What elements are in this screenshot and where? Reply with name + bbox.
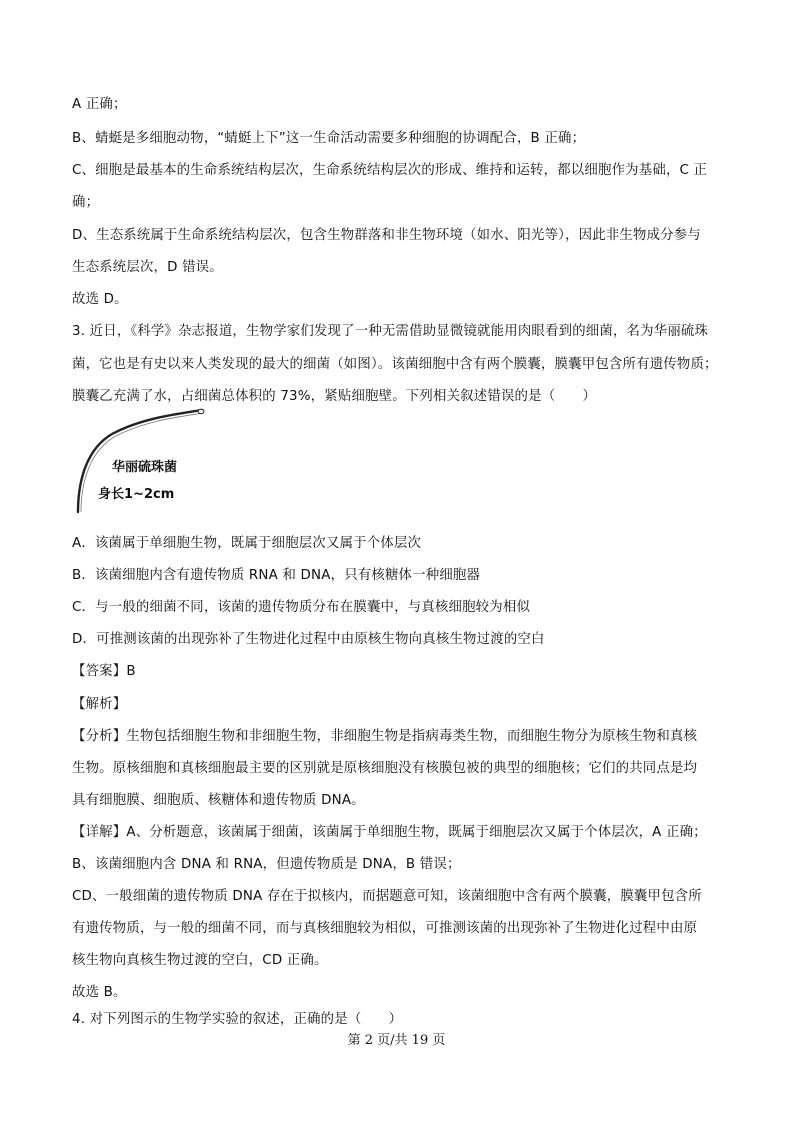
text-line: 生态系统层次，D 错误。	[72, 260, 223, 275]
text-line: A 正确；	[72, 97, 127, 112]
figure-name-label: 华丽硫珠菌	[112, 460, 178, 475]
option-c: C．与一般的细菌不同，该菌的遗传物质分布在膜囊中，与真核细胞较为相似	[72, 600, 531, 615]
figure-length-label: 身长1~2cm	[98, 487, 175, 502]
option-a: A．该菌属于单细胞生物，既属于细胞层次又属于个体层次	[72, 536, 422, 551]
question-text: 4. 对下列图示的生物学实验的叙述，正确的是（ ）	[72, 1012, 403, 1027]
text-line: 具有细胞膜、细胞质、核糖体和遗传物质 DNA。	[72, 793, 365, 808]
text-line: 核生物向真核生物过渡的空白，CD 正确。	[72, 953, 328, 968]
text-line: 【分析】生物包括细胞生物和非细胞生物，非细胞生物是指病毒类生物，而细胞生物分为原核生物和真核	[72, 729, 698, 744]
text-line: 有遗传物质，与一般的细菌不同，而与真核细胞较为相似，可推测该菌的出现弥补了生物进化过程中由原	[72, 921, 698, 936]
text-line: C、细胞是最基本的生命系统结构层次，生命系统结构层次的形成、维持和运转，都以细胞作为基础，C 正	[72, 163, 708, 178]
text-line: 【详解】A、分析题意，该菌属于细菌，该菌属于单细胞生物，既属于细胞层次又属于个体层次，A 正确；	[72, 825, 707, 840]
text-line: 生物。原核细胞和真核细胞最主要的区别就是原核细胞没有核膜包被的典型的细胞核；它们的共同点是均	[72, 761, 698, 776]
text-line: CD、一般细菌的遗传物质 DNA 存在于拟核内，而据题意可知，该菌细胞中含有两个膜囊，膜囊甲包含所	[72, 889, 702, 904]
text-line: 故选 D。	[72, 292, 128, 307]
text-line: 确；	[72, 195, 100, 210]
option-d: D．可推测该菌的出现弥补了生物进化过程中由原核生物向真核生物过渡的空白	[72, 632, 545, 647]
text-line: B、该菌细胞内含 DNA 和 RNA，但遗传物质是 DNA，B 错误；	[72, 857, 461, 872]
text-line: D、生态系统属于生命系统结构层次，包含生物群落和非生物环境（如水、阳光等），因此非生物成分参与	[72, 228, 701, 243]
page-footer: 第 2 页/共 19 页	[347, 1033, 446, 1048]
analysis-heading: 【解析】	[72, 697, 127, 712]
text-line: 故选 B。	[72, 985, 127, 1000]
option-b: B．该菌细胞内含有遗传物质 RNA 和 DNA，只有核糖体一种细胞器	[72, 568, 481, 583]
question-text: 膜囊乙充满了水，占细菌总体积的 73%，紧贴细胞壁。下列相关叙述错误的是（ ）	[72, 389, 597, 404]
text-line: B、蜻蜓是多细胞动物，“蜻蜓上下”这一生命活动需要多种细胞的协调配合，B 正确；	[72, 131, 586, 146]
bacteria-figure	[72, 408, 212, 520]
question-text: 菌，它也是有史以来人类发现的最大的细菌（如图）。该菌细胞中含有两个膜囊，膜囊甲包含所有遗传物质；	[72, 357, 718, 372]
question-text: 3. 近日，《科学》杂志报道，生物学家们发现了一种无需借助显微镜就能用肉眼看到的细菌，名为华丽硫珠	[72, 324, 709, 339]
answer-label: 【答案】B	[72, 664, 136, 679]
